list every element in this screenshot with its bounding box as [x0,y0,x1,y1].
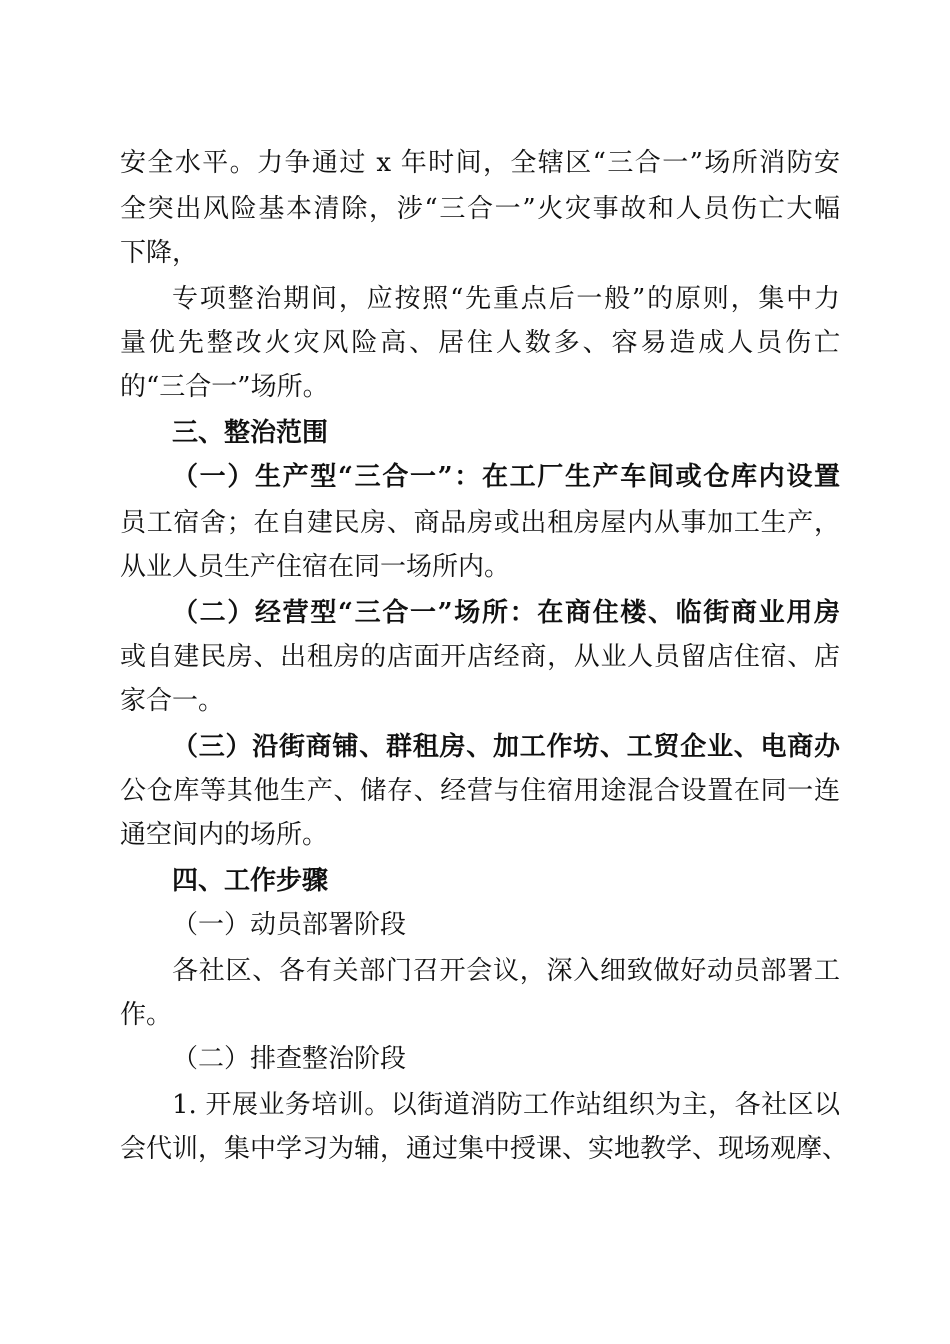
body-text-line: 的“三合一”场所。 [120,372,329,402]
body-text-line: 从业人员生产住宿在同一场所内。 [120,552,511,582]
body-text-line: 通空间内的场所。 [120,820,329,850]
paragraph-first-line: 各社区、各有关部门召开会议，深入细致做好动员部署工 [172,956,840,986]
subsection-paragraph-first-line: （一）生产型“三合一”：在工厂生产车间或仓库内设置 [172,462,840,492]
body-text-line: 会代训，集中学习为辅，通过集中授课、实地教学、现场观摩、 [120,1134,849,1164]
paragraph-first-line: 专项整治期间，应按照“先重点后一般”的原则，集中力 [172,284,840,314]
body-text-line: 下降， [120,238,199,268]
paragraph-first-line: 1. 开展业务培训。以街道消防工作站组织为主，各社区以 [172,1090,840,1120]
subsection-heading: （一）动员部署阶段 [172,910,407,940]
subsection-paragraph-first-line: （三）沿街商铺、群租房、加工作坊、工贸企业、电商办 [172,732,840,762]
body-text-line: 家合一。 [120,686,225,716]
section-heading: 三、整治范围 [172,418,329,448]
section-heading: 四、工作步骤 [172,866,329,896]
body-text-line: 安全水平。力争通过 x 年时间，全辖区“三合一”场所消防安 [120,148,840,178]
body-text-line: 全突出风险基本清除，涉“三合一”火灾事故和人员伤亡大幅 [120,194,840,224]
subsection-paragraph-first-line: （二）经营型“三合一”场所：在商住楼、临街商业用房 [172,598,840,628]
body-text-line: 作。 [120,1000,173,1030]
body-text-line: 量优先整改火灾风险高、居住人数多、容易造成人员伤亡 [120,328,840,358]
body-text-line: 或自建民房、出租房的店面开店经商，从业人员留店住宿、店 [120,642,840,672]
subsection-heading: （二）排查整治阶段 [172,1044,407,1074]
body-text-line: 公仓库等其他生产、储存、经营与住宿用途混合设置在同一连 [120,776,840,806]
body-text-line: 员工宿舍；在自建民房、商品房或出租房屋内从事加工生产， [120,508,840,538]
